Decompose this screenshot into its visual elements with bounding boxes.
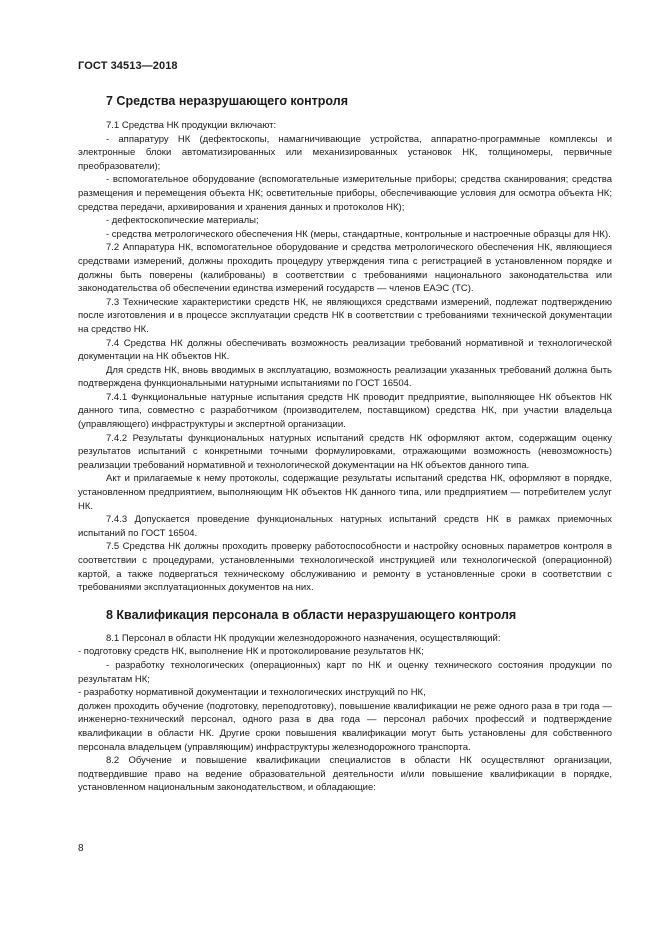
list-item-normative-docs: - разработку нормативной документации и технологических инструкций по НК, bbox=[78, 687, 426, 699]
paragraph-7-1: 7.1 Средства НК продукции включают: bbox=[106, 120, 277, 131]
paragraph-7-4-2: 7.4.2 Результаты функциональных натурных испытаний средств НК оформляют актом, содержащим оценку результатов испытаний с конкретными точными формулировками, отражающими возможность (невозможность) реализации требований нормативной и технологической документации на НК объектов данного типа. bbox=[78, 432, 612, 471]
page-body bbox=[78, 92, 612, 795]
paragraph-7-4-2-act: Акт и прилагаемые к нему протоколы, содержащие результаты испытаний средства НК, оформляют в порядке, установленном предприятием, выполняющим НК объектов НК данного типа, или предприятием — потребителем услуг НК. bbox=[78, 473, 612, 512]
paragraph-8-1-training: должен проходить обучение (подготовку, переподготовку), повышение квалификации не реже одного раза в три года — инженерно-технический персонал, одного раза в два года — персонал рабочих профессий и подтверждение квалификации в области НК. Другие сроки повышения квалификации могут быть установлены для собственного персонала владельцем (управляющим) инфраструктуры железнодорожного транспорта. bbox=[78, 700, 612, 753]
list-item-materials: - дефектоскопические материалы; bbox=[106, 215, 259, 227]
list-item-maps: - разработку технологических (операционных) карт по НК и оценку технического состояния продукции по результатам НК; bbox=[78, 659, 612, 685]
paragraph-7-3: 7.3 Технические характеристики средств НК, не являющихся средствами измерений, подлежат подтверждению после изготовления и в процессе эксплуатации средств НК в соответствии с требованиями технической документации на средство НК. bbox=[78, 296, 612, 335]
section-7-title: 7 Средства неразрушающего контроля bbox=[106, 94, 348, 108]
paragraph-7-2: 7.2 Аппаратура НК, вспомогательное оборудование и средства метрологического обеспечения НК, являющиеся средствами измерений, должны проходить процедуру утверждения типа с регистрацией в установленном порядке и должны быть поверены (калиброваны) в соответствии с требованиями национального законодательства или законодательства об обеспечении единства измерений государств — членов ЕАЭС (ТС). bbox=[78, 242, 612, 295]
paragraph-7-4: 7.4 Средства НК должны обеспечивать возможность реализации требований нормативной и технологической документации на НК объектов НК. bbox=[78, 337, 612, 363]
page-number: 8 bbox=[78, 843, 84, 854]
list-item-metrology: - средства метрологического обеспечения НК (меры, стандартные, контрольные и настроечные образцы для НК). bbox=[106, 228, 611, 240]
document-code-header: ГОСТ 34513—2018 bbox=[78, 60, 178, 72]
section-8-title: 8 Квалификация персонала в области неразрушающего контроля bbox=[106, 607, 517, 622]
paragraph-7-5: 7.5 Средства НК должны проходить проверку работоспособности и настройку основных параметров контроля в соответствии с процедурами, установленными технологической инструкцией или технологической (операционной) картой, а также подвергаться техническому обслуживанию и ремонту в установленные сроки в соответствии с требованиями эксплуатационных документов на них. bbox=[78, 541, 612, 594]
paragraph-7-4-new-means: Для средств НК, вновь вводимых в эксплуатацию, возможность реализации указанных требований должна быть подтверждена функциональными натурными испытаниями по ГОСТ 16504. bbox=[78, 364, 612, 390]
list-item-equipment: - аппаратуру НК (дефектоскопы, намагничивающие устройства, аппаратно-программные комплексы и электронные блоки автоматизированных или механизированных установок НК, толщиномеры, первичные преобразователи); bbox=[78, 133, 612, 172]
list-item-preparation: - подготовку средств НК, выполнение НК и протоколирование результатов НК; bbox=[78, 646, 424, 658]
paragraph-7-4-1: 7.4.1 Функциональные натурные испытания средств НК проводит предприятие, выполняющее НК объектов НК данного типа, совместно с разработчиком (производителем, поставщиком) средства НК, при участии владельца (управляющего) инфраструктуры и экспертной организации. bbox=[78, 391, 612, 431]
paragraph-8-1: 8.1 Персонал в области НК продукции железнодорожного назначения, осуществляющий: bbox=[106, 632, 501, 644]
paragraph-8-2: 8.2 Обучение и повышение квалификации специалистов в области НК осуществляют организации, подтвердившие право на ведение образовательной деятельности и/или повышение квалификации в порядке, установленном национальным законодательством, и обладающие: bbox=[78, 755, 612, 794]
list-item-auxiliary: - вспомогательное оборудование (вспомогательные измерительные приборы; средства сканирования; средства размещения и перемещения объекта НК; осветительные приборы, обеспечивающие условия для осмотра объекта НК; средства передачи, архивирования и хранения данных и протоколов НК); bbox=[78, 174, 612, 213]
paragraph-7-4-3: 7.4.3 Допускается проведение функциональных натурных испытаний средств НК в рамках приемочных испытаний по ГОСТ 16504. bbox=[78, 514, 612, 539]
